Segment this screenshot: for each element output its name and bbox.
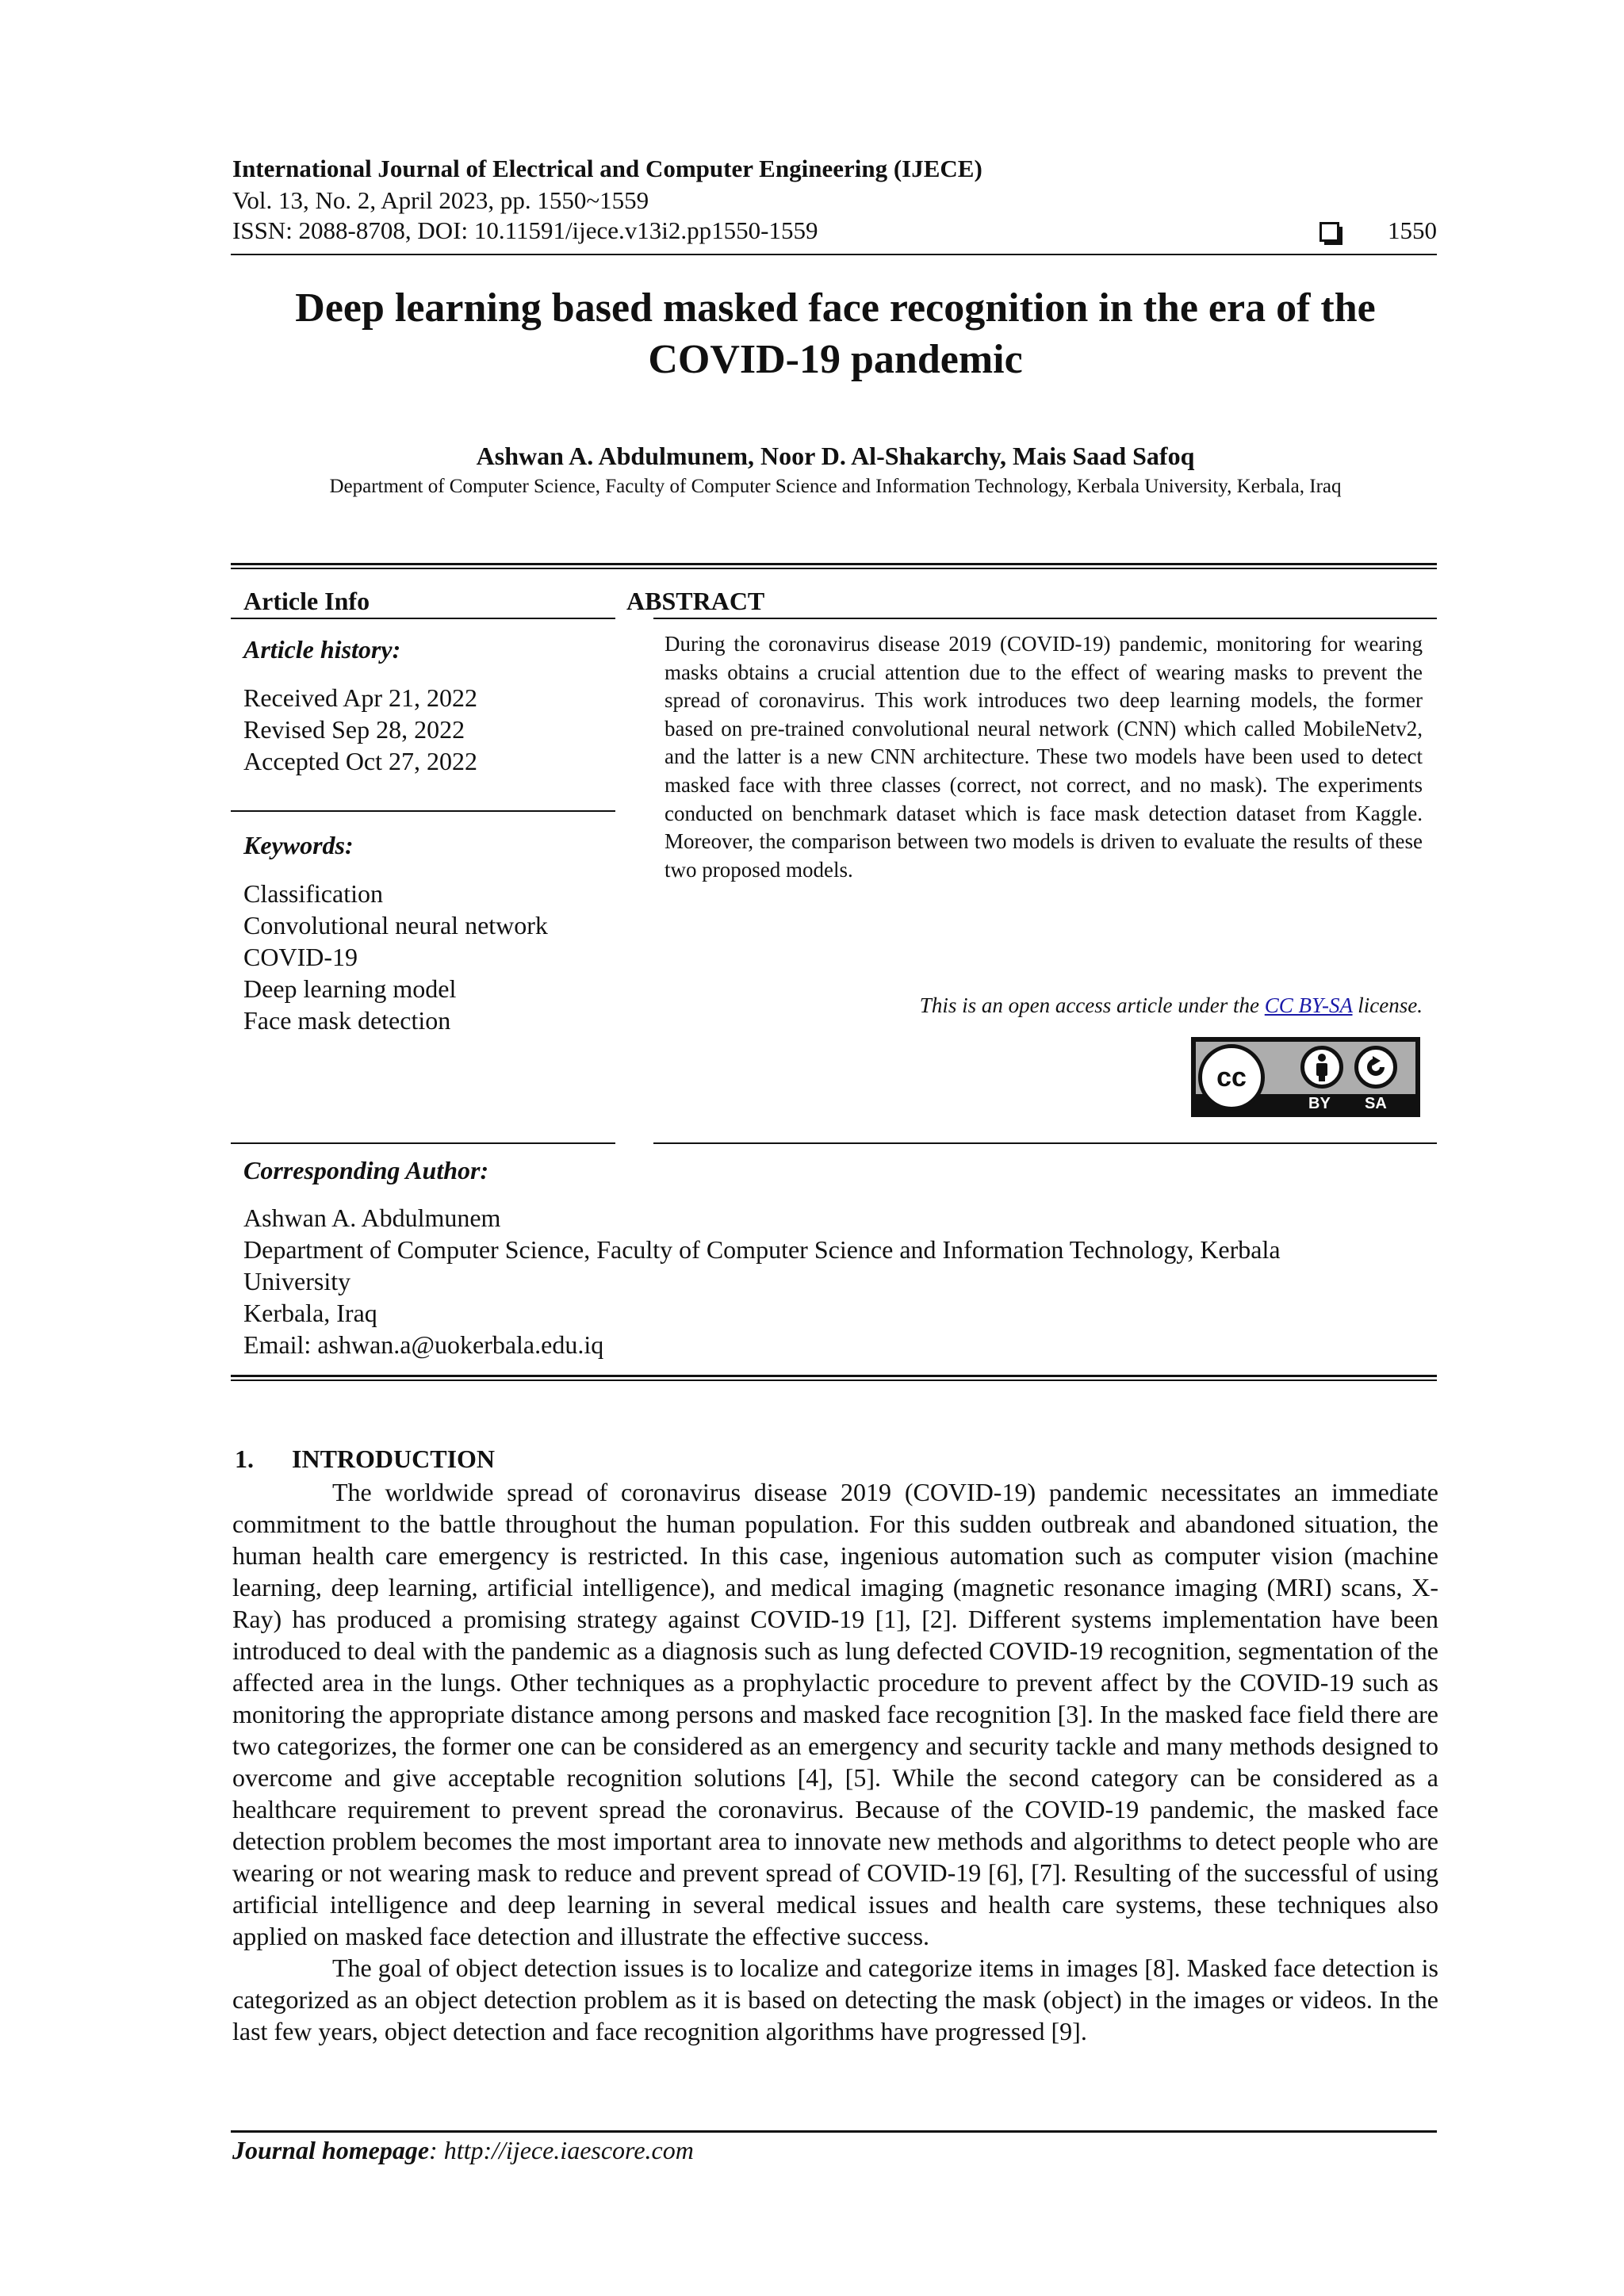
keywords-heading: Keywords:: [243, 831, 354, 859]
author-name: Ashwan A. Abdulmunem: [243, 1203, 501, 1232]
introduction-body: [232, 1476, 1438, 2047]
sa-label: SA: [1365, 1095, 1387, 1112]
page-number: 1550: [1388, 216, 1437, 244]
article-info-heading: Article Info: [243, 587, 370, 615]
section-number: 1.: [235, 1445, 254, 1473]
corresponding-author-heading: Corresponding Author:: [243, 1156, 489, 1184]
license-link[interactable]: CC BY-SA: [1264, 993, 1353, 1017]
journal-name: International Journal of Electrical and Computer Engineering (IJECE): [232, 155, 982, 182]
authors: Ashwan A. Abdulmunem, Noor D. Al-Shakarchy, Mais Saad Safoq: [476, 442, 1195, 470]
divider: [653, 618, 1437, 619]
history-dates: [243, 682, 477, 777]
keywords-list: [243, 878, 548, 1036]
divider: [231, 618, 615, 619]
divider: [653, 1142, 1437, 1144]
received-date: Received Apr 21, 2022: [243, 683, 478, 712]
divider: [231, 810, 615, 812]
license-suffix: license.: [1352, 993, 1423, 1017]
cc-by-sa-badge[interactable]: [1191, 1037, 1420, 1117]
volume-info: Vol. 13, No. 2, April 2023, pp. 1550~1559: [232, 186, 649, 214]
share-alike-icon: [1354, 1046, 1397, 1089]
header-rule: [231, 254, 1437, 255]
issn-doi: ISSN: 2088-8708, DOI: 10.11591/ijece.v13i2.pp1550-1559: [232, 216, 818, 244]
square-icon: [1320, 222, 1339, 242]
affiliation: Department of Computer Science, Faculty of Computer Science and Information Technology, Kerbala University, Kerbala, Iraq: [329, 476, 1342, 497]
section-heading: [235, 1445, 495, 1474]
keyword: COVID-19: [243, 943, 358, 971]
divider: [231, 1142, 615, 1144]
keyword: Convolutional neural network: [243, 911, 548, 939]
city: Kerbala, Iraq: [243, 1299, 377, 1327]
paragraph: The worldwide spread of coronavirus disease 2019 (COVID-19) pandemic necessitates an immediate commitment to the battle throughout the human population. For this sudden outbreak and abandoned situation, the human health care emergency is restricted. In this case, ingenious automation such as computer vision (machine learning, deep learning, artificial intelligence), and medical imaging (magnetic resonance imaging (MRI) scans, X-Ray) has produced a promising strategy against COVID-19 [1], [2]. Different systems implementation have been introduced to deal with the pandemic as a diagnosis such as lung defected COVID-19 recognition, segmentation of the affected area in the lungs. Other techniques as a prophylactic procedure to prevent affect by the COVID-19 such as monitoring the appropriate distance among persons and masked face recognition [3]. In the masked face field there are two categorizes, the former one can be considered as an emergency and security tackle and many methods designed to overcome and give acceptable recognition solutions [4], [5]. While the second category can be considered as a healthcare requirement to prevent spread the coronavirus. Because of the COVID-19 pandemic, the masked face detection problem becomes the most important area to innovate new methods and algorithms to detect people who are wearing or not wearing mask to reduce and prevent spread of COVID-19 [6], [7]. Resulting of the successful of using artificial intelligence and deep learning in several medical issues and health care systems, these techniques also applied on masked face detection and illustrate the effective success.: [232, 1478, 1438, 1950]
paper-title: Deep learning based masked face recognition in the era of the COVID-19 pandemic: [295, 285, 1376, 382]
footer-rule: [231, 2130, 1437, 2133]
attribution-icon: [1300, 1046, 1343, 1089]
homepage-label: Journal homepage: [232, 2136, 430, 2164]
abstract-text: During the coronavirus disease 2019 (COVID-19) pandemic, monitoring for wearing masks obtains a crucial attention due to the effect of wearing masks to prevent the spread of coronavirus. This work introduces two deep learning models, the former based on pre-trained convolutional neural network (CNN) which called MobileNetv2, and the latter is a new CNN architecture. These two models have been used to detect masked face with three classes (correct, not correct, and no mask). The experiments conducted on benchmark dataset which is face mask detection dataset from Kaggle. Moreover, the comparison between two models is driven to evaluate the results of these two proposed models.: [665, 632, 1423, 882]
license-statement: [665, 993, 1423, 1018]
journal-homepage: [232, 2136, 694, 2165]
paragraph: The goal of object detection issues is to localize and categorize items in images [8]. Masked face detection is categorized as an object detection problem as it is based on detecting the mask (object) in the images or videos. In the last few years, object detection and face recognition algorithms have progressed [9].: [232, 1954, 1438, 2045]
corresponding-details: [243, 1202, 1433, 1360]
accepted-date: Accepted Oct 27, 2022: [243, 747, 478, 775]
article-history-heading: Article history:: [243, 635, 401, 664]
section-title: INTRODUCTION: [292, 1445, 496, 1473]
by-label: BY: [1308, 1095, 1331, 1112]
cc-icon: cc: [1198, 1044, 1265, 1111]
keyword: Classification: [243, 879, 383, 908]
keyword: Deep learning model: [243, 974, 457, 1003]
email: Email: ashwan.a@uokerbala.edu.iq: [243, 1330, 604, 1359]
keyword: Face mask detection: [243, 1006, 451, 1035]
info-bottom-rule: [231, 1375, 1437, 1381]
license-prefix: This is an open access article under the: [919, 993, 1265, 1017]
abstract-heading: ABSTRACT: [626, 587, 765, 615]
revised-date: Revised Sep 28, 2022: [243, 715, 465, 744]
department: Department of Computer Science, Faculty of Computer Science and Information Technology, Kerbala: [243, 1235, 1281, 1264]
homepage-url[interactable]: : http://ijece.iaescore.com: [429, 2136, 694, 2164]
department-cont: University: [243, 1267, 351, 1295]
info-top-rule: [231, 563, 1437, 569]
